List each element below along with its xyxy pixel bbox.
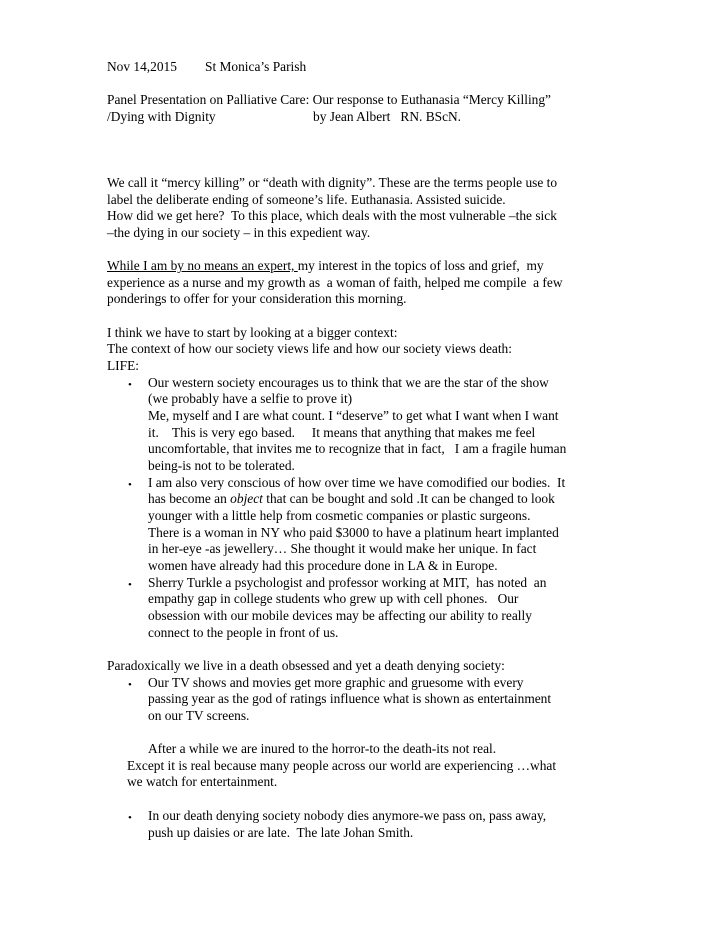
bullet-icon: • [128, 579, 132, 591]
death-intro: Paradoxically we live in a death obsessed and yet a death denying society: [107, 658, 505, 673]
life-b2-line-2 [148, 491, 555, 508]
bullet-icon: • [128, 679, 132, 691]
life-b1-line-6: being-is not to be tolerated. [148, 458, 295, 473]
para2-line-2: experience as a nurse and my growth as a woman of faith, helped me compile a few [107, 275, 563, 290]
bullet-icon: • [128, 812, 132, 824]
life-b1-line-4: it. This is very ego based. It means that anything that makes me feel [148, 425, 536, 440]
life-b1-line-2: (we probably have a selfie to prove it) [148, 391, 353, 406]
author-line: by Jean Albert RN. BScN. [313, 109, 462, 124]
death-after-line-3: we watch for entertainment. [127, 774, 278, 789]
para2-line-1-rest: my interest in the topics of loss and grief, my [297, 258, 544, 273]
intro-line-3: How did we get here? To this place, which deals with the most vulnerable –the sick [107, 208, 557, 223]
intro-line-1: We call it “mercy killing” or “death with dignity”. These are the terms people use to [107, 175, 558, 190]
bullet-icon: • [128, 379, 132, 391]
intro-line-4: –the dying in our society – in this expedient way. [107, 225, 371, 240]
title-line-1: Panel Presentation on Palliative Care: Our response to Euthanasia “Mercy Killing” [107, 92, 552, 107]
life-b1-line-1: Our western society encourages us to think that we are the star of the show [148, 375, 549, 390]
para2-line-3: ponderings to offer for your consideration this morning. [107, 291, 407, 306]
death-b2-line-1: In our death denying society nobody dies anymore-we pass on, pass away, [148, 808, 547, 823]
life-b1-line-3: Me, myself and I are what count. I “deserve” to get what I want when I want [148, 408, 559, 423]
life-b3-line-2: empathy gap in college students who grew up with cell phones. Our [148, 591, 519, 606]
life-b2-line-1: I am also very conscious of how over time we have comodified our bodies. It [148, 475, 566, 490]
death-b1-line-2: passing year as the god of ratings influence what is shown as entertainment [148, 691, 552, 706]
death-after-line-1: After a while we are inured to the horror-to the death-its not real. [148, 741, 497, 756]
context-line-1: I think we have to start by looking at a bigger context: [107, 325, 398, 340]
life-b2-line-3: younger with a little help from cosmetic companies or plastic surgeons. [148, 508, 531, 523]
intro-line-2: label the deliberate ending of someone’s life. Euthanasia. Assisted suicide. [107, 192, 506, 207]
death-b1-line-3: on our TV screens. [148, 708, 250, 723]
death-b2-line-2: push up daisies or are late. The late Johan Smith. [148, 825, 414, 840]
header-parish: St Monica’s Parish [205, 59, 307, 74]
title-line-2: /Dying with Dignity [107, 109, 216, 124]
death-after-line-2: Except it is real because many people across our world are experiencing …what [127, 758, 557, 773]
header-date: Nov 14,2015 [107, 59, 177, 74]
para2-line-1 [107, 258, 544, 275]
bullet-icon: • [128, 479, 132, 491]
life-b1-line-5: uncomfortable, that invites me to recognize that in fact, I am a fragile human [148, 441, 567, 456]
life-b3-line-4: connect to the people in front of us. [148, 625, 339, 640]
life-b2-line-4: There is a woman in NY who paid $3000 to have a platinum heart implanted [148, 525, 559, 540]
life-b2-line-5: in her-eye -as jewellery… She thought it would make her unique. In fact [148, 541, 537, 556]
life-heading: LIFE: [107, 358, 139, 373]
death-b1-line-1: Our TV shows and movies get more graphic and gruesome with every [148, 675, 524, 690]
life-b2-line-2-pre: has become an [148, 491, 231, 506]
life-b2-line-2-post: that can be bought and sold .It can be changed to look [262, 491, 555, 506]
emphasis-object: object [230, 491, 263, 506]
life-b3-line-1: Sherry Turkle a psychologist and professor working at MIT, has noted an [148, 575, 547, 590]
life-b2-line-6: women have already had this procedure done in LA & in Europe. [148, 558, 498, 573]
underlined-phrase: While I am by no means an expert, [107, 258, 298, 273]
life-b3-line-3: obsession with our mobile devices may be affecting our ability to really [148, 608, 532, 623]
context-line-2: The context of how our society views life and how our society views death: [107, 341, 512, 356]
